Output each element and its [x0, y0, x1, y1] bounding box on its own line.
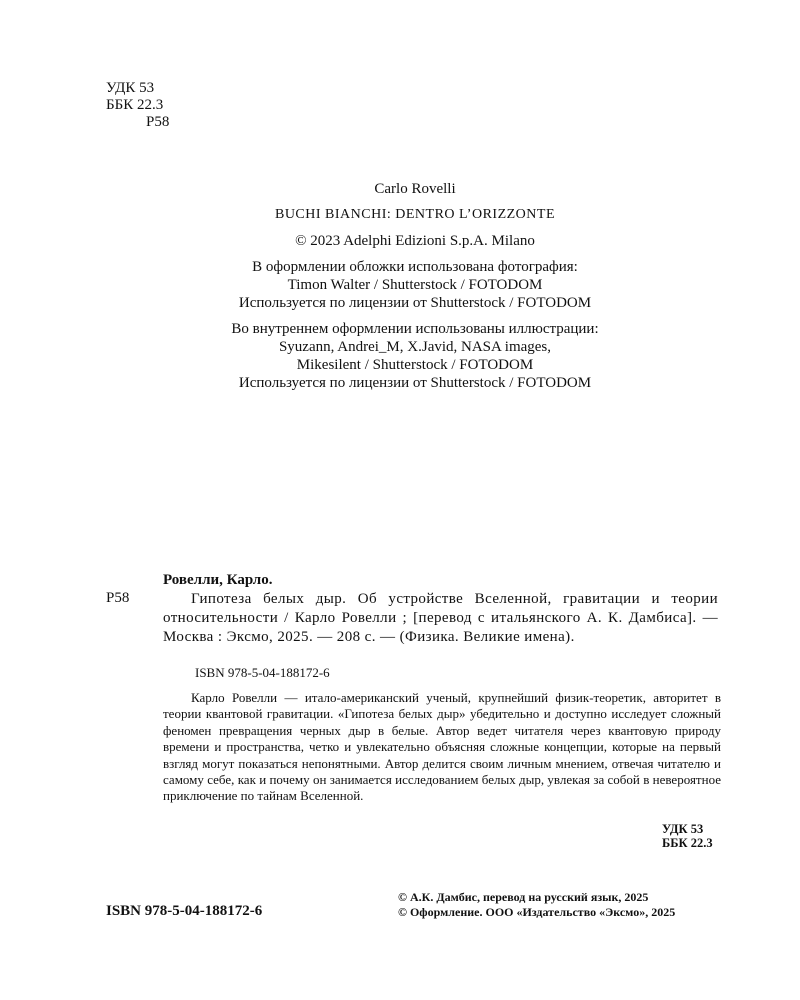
annotation: Карло Ровелли — итало-американский ученый, крупнейший физик-теоретик, авторитет в теории квантовой гравитации. «Гипотеза белых дыр» убедительно и доступно исследует сложный феномен превращения черных дыр в белые. Автор ведет читателя через квантовую природу времени и пространства, четко и увлекательно объясняя сложные концепции, которые на первый взгляд могут показаться непонятными. Автор делится своим личным мнением, отвечая читателю и самому себе, как и почему он занимается исследованием белых дыр, увлекая за собой в невероятное приключение по тайнам Вселенной. [163, 690, 721, 804]
original-author: Carlo Rovelli [374, 181, 456, 197]
credit-line: Во внутреннем оформлении использованы иллюстрации: [231, 321, 599, 337]
footer-isbn: ISBN 978-5-04-188172-6 [106, 903, 263, 919]
bbk-code: ББК 22.3 [106, 97, 164, 113]
copyright-line: © А.К. Дамбис, перевод на русский язык, 2025 [398, 890, 649, 904]
udk-code: УДК 53 [106, 80, 155, 96]
footer-copyrights [398, 890, 675, 920]
author-mark: Р58 [146, 114, 170, 130]
cover-photo-credit [150, 258, 680, 312]
bibliographic-code: Р58 [106, 590, 130, 606]
credit-line: Используется по лицензии от Shutterstock / FOTODOM [238, 295, 592, 311]
bbk-code: ББК 22.3 [662, 836, 713, 850]
credit-line: В оформлении обложки использована фотография: [252, 259, 578, 275]
description-text: Гипотеза белых дыр. Об устройстве Вселенной, гравитации и теории относительности / Карло Ровелли ; [перевод с итальянского А. К. Дамбиса]. — Москва : Эксмо, 2025. — 208 с. — (Физика. Великие имена). [163, 591, 718, 645]
bibliographic-description [163, 590, 718, 647]
inner-illustration-credit [150, 320, 680, 392]
credit-line: Syuzann, Andrei_M, X.Javid, NASA images, [278, 339, 552, 355]
udk-code: УДК 53 [662, 822, 704, 836]
credits-block [150, 180, 680, 400]
bibliographic-heading: Ровелли, Карло. [163, 572, 273, 588]
bibliographic-isbn: ISBN 978-5-04-188172-6 [195, 665, 330, 680]
copyright-line: © Оформление. ООО «Издательство «Эксмо», 2025 [398, 905, 676, 919]
credit-line: Timon Walter / Shutterstock / FOTODOM [287, 277, 543, 293]
original-title: BUCHI BIANCHI: DENTRO L’ORIZZONTE [274, 207, 556, 222]
classification-top [106, 80, 169, 131]
classification-bottom [662, 822, 713, 850]
original-copyright: © 2023 Adelphi Edizioni S.p.A. Milano [295, 233, 535, 249]
credit-line: Mikesilent / Shutterstock / FOTODOM [296, 357, 534, 373]
credit-line: Используется по лицензии от Shutterstock / FOTODOM [238, 375, 592, 391]
